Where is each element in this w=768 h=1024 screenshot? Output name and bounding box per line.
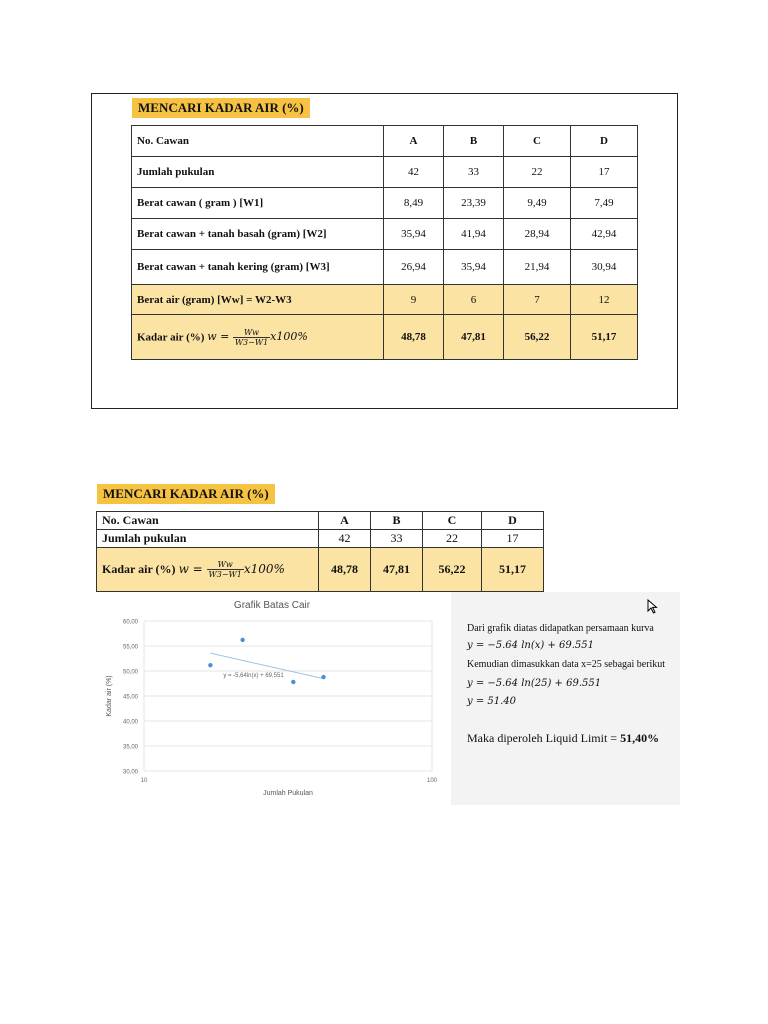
kadar-label: Kadar air (%) (102, 562, 176, 576)
result-prefix: Maka diperoleh Liquid Limit = (467, 731, 621, 745)
y-tick-label: 55,00 (122, 644, 138, 651)
table-row (97, 530, 544, 548)
kadar-row (132, 315, 638, 360)
header-cell: B (371, 512, 423, 530)
table-cell: 12 (571, 285, 638, 315)
y-tick-label: 45,00 (122, 694, 138, 701)
chart-container (97, 595, 447, 805)
x-axis-label: Jumlah Pukulan (263, 790, 313, 797)
table-row (132, 188, 638, 219)
row-label: Jumlah pukulan (97, 530, 319, 548)
formula-tail: x100% (270, 330, 308, 343)
kadar-value: 48,78 (319, 548, 371, 592)
data-point (240, 638, 244, 642)
table-cell: 22 (423, 530, 482, 548)
table-cell: 42 (319, 530, 371, 548)
row-label: Berat cawan ( gram ) [W1] (132, 188, 384, 219)
kadar-value: 48,78 (384, 315, 444, 360)
formula-fraction (233, 328, 270, 347)
table-row (132, 219, 638, 250)
y-tick-label: 30,00 (122, 769, 138, 776)
kadar-label-cell (132, 315, 384, 360)
table-cell: 41,94 (444, 219, 504, 250)
table-cell: 22 (504, 157, 571, 188)
bottom-table (96, 511, 544, 592)
header-cell: C (504, 126, 571, 157)
liquid-limit-chart (97, 595, 447, 805)
row-label: Berat air (gram) [Ww] = W2-W3 (132, 285, 384, 315)
formula-denominator: W3−W1 (208, 570, 242, 579)
x-tick-label: 10 (140, 778, 148, 784)
table-cell: 33 (371, 530, 423, 548)
table-cell: 7 (504, 285, 571, 315)
kadar-value: 47,81 (371, 548, 423, 592)
top-table (131, 125, 638, 360)
table-cell: 7,49 (571, 188, 638, 219)
table-cell: 23,39 (444, 188, 504, 219)
kadar-value: 47,81 (444, 315, 504, 360)
panel-step: Kemudian dimasukkan data x=25 sebagai berikut (467, 659, 666, 670)
y-axis-label: Kadar air (%) (106, 675, 113, 717)
table-cell: 9 (384, 285, 444, 315)
equation-1: y = −5.64 ln(x) + 69.551 (467, 640, 595, 651)
table-cell: 33 (444, 157, 504, 188)
top-header-row (132, 126, 638, 157)
formula-denominator: W3−W1 (234, 337, 269, 347)
table-cell: 26,94 (384, 250, 444, 285)
header-cell: D (482, 512, 544, 530)
header-cell: A (384, 126, 444, 157)
row-label: Berat cawan + tanah basah (gram) [W2] (132, 219, 384, 250)
kadar-value: 56,22 (423, 548, 482, 592)
data-point (208, 663, 212, 667)
kadar-value: 51,17 (482, 548, 544, 592)
table-cell: 35,94 (384, 219, 444, 250)
equation-3: y = 51.40 (467, 696, 517, 707)
result-value: 51,40% (620, 731, 660, 745)
header-cell: C (423, 512, 482, 530)
table-cell: 42 (384, 157, 444, 188)
formula-fraction (207, 560, 244, 579)
header-cell: No. Cawan (132, 126, 384, 157)
bottom-section-title: MENCARI KADAR AIR (%) (97, 484, 275, 504)
chart-title: Grafik Batas Cair (233, 600, 311, 611)
kadar-label-cell (97, 548, 319, 592)
table-cell: 17 (571, 157, 638, 188)
kadar-label: Kadar air (%) (137, 331, 205, 343)
y-tick-label: 60,00 (122, 619, 138, 626)
table-row (132, 250, 638, 285)
header-cell: D (571, 126, 638, 157)
trendline-label: y = -5,64ln(x) + 69,551 (223, 673, 284, 679)
formula-numerator: Ww (233, 328, 270, 338)
liquid-limit-result (467, 731, 659, 746)
table-cell: 17 (482, 530, 544, 548)
equation-2: y = −5.64 ln(25) + 69.551 (467, 678, 602, 689)
kadar-formula (178, 560, 285, 579)
kadar-formula (207, 327, 308, 347)
header-cell: B (444, 126, 504, 157)
formula-w: w = (207, 330, 230, 343)
mouse-cursor-icon (647, 599, 659, 615)
top-section-title: MENCARI KADAR AIR (%) (132, 98, 310, 118)
bottom-header-row (97, 512, 544, 530)
y-tick-label: 35,00 (122, 744, 138, 751)
formula-tail: x100% (243, 562, 285, 576)
row-label: Jumlah pukulan (132, 157, 384, 188)
table-row (132, 285, 638, 315)
table-cell: 9,49 (504, 188, 571, 219)
data-point (321, 675, 325, 679)
table-row (132, 157, 638, 188)
table-cell: 21,94 (504, 250, 571, 285)
y-tick-label: 40,00 (122, 719, 138, 726)
table-cell: 28,94 (504, 219, 571, 250)
table-cell: 6 (444, 285, 504, 315)
data-point (291, 680, 295, 684)
header-cell: No. Cawan (97, 512, 319, 530)
x-tick-label: 100 (426, 778, 438, 784)
table-cell: 35,94 (444, 250, 504, 285)
table-cell: 30,94 (571, 250, 638, 285)
y-tick-label: 50,00 (122, 669, 138, 676)
kadar-value: 56,22 (504, 315, 571, 360)
formula-numerator: Ww (207, 560, 244, 570)
kadar-row (97, 548, 544, 592)
header-cell: A (319, 512, 371, 530)
row-label: Berat cawan + tanah kering (gram) [W3] (132, 250, 384, 285)
kadar-value: 51,17 (571, 315, 638, 360)
table-cell: 8,49 (384, 188, 444, 219)
table-cell: 42,94 (571, 219, 638, 250)
formula-w: w = (178, 562, 203, 576)
panel-intro: Dari grafik diatas didapatkan persamaan kurva (467, 623, 654, 634)
